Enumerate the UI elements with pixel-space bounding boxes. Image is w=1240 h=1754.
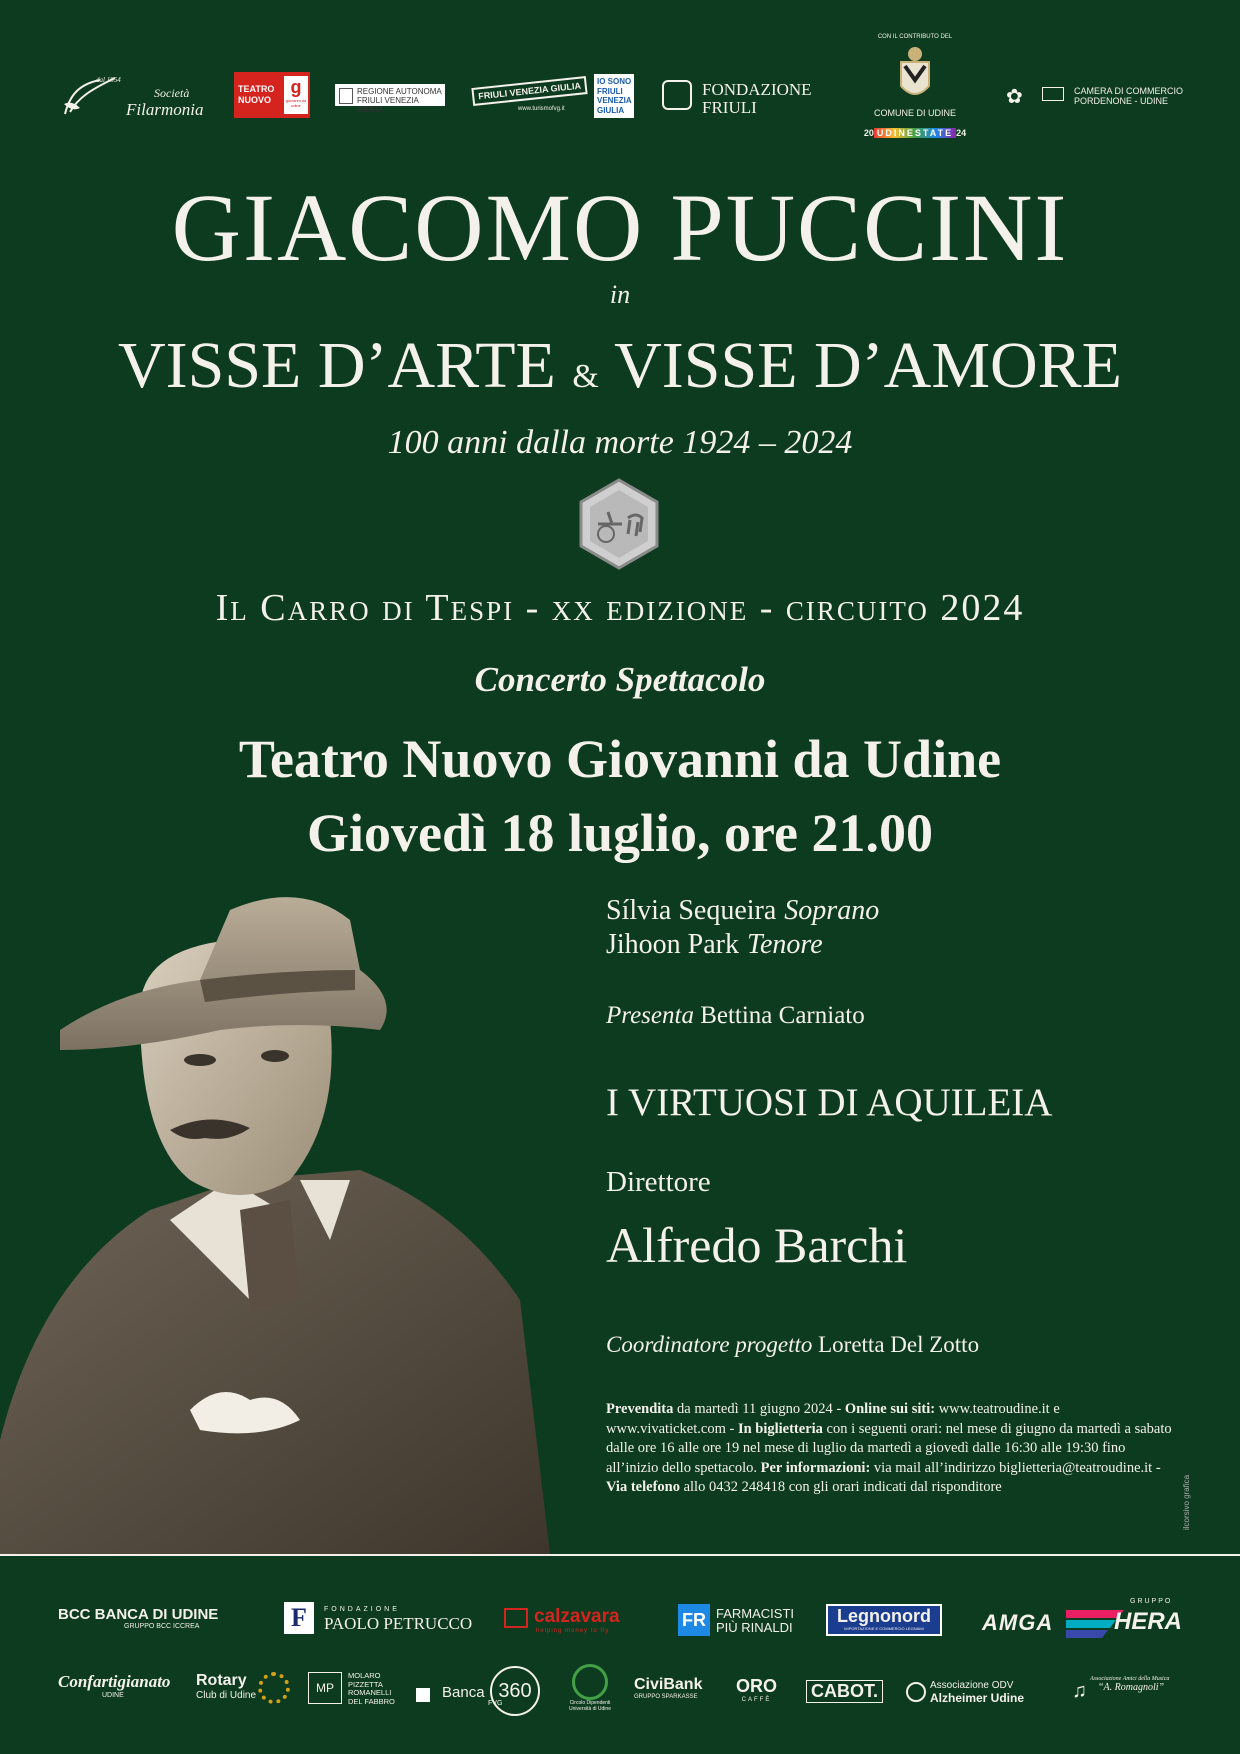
- cast-member: [606, 928, 879, 962]
- alzheimer-icon: [906, 1682, 926, 1702]
- sponsor-amga: [982, 1610, 1053, 1636]
- molaro-l3: ROMANELLI: [348, 1688, 392, 1697]
- filarmonia-small: dal 1954: [96, 76, 121, 84]
- venue: Teatro Nuovo Giovanni da Udine: [238, 729, 1002, 789]
- calzavara-icon: [504, 1608, 528, 1628]
- io-sono-l4: GIULIA: [597, 105, 625, 115]
- coordinator: [606, 1332, 979, 1358]
- title-in: in: [609, 280, 631, 309]
- banca360-sub: FVG: [488, 1700, 503, 1707]
- sponsor-oro: [736, 1676, 777, 1703]
- civibank-main: CiviBank: [634, 1676, 703, 1693]
- oro-main: ORO: [736, 1676, 778, 1696]
- hera-sub: GRUPPO: [1130, 1598, 1173, 1605]
- filarmonia-line1: Società: [154, 86, 190, 100]
- concerto-spettacolo: Concerto Spettacolo: [474, 660, 766, 699]
- presenter-name: Bettina Carniato: [700, 1002, 865, 1029]
- molaro-l1: MOLARO: [348, 1671, 381, 1680]
- info-bold-1: Prevendita: [606, 1401, 674, 1417]
- banca360-num: 360: [498, 1680, 532, 1702]
- sponsor-confartigianato: [58, 1672, 170, 1699]
- legnonord-sub: IMPORTAZIONE E COMMERCIO LEGNAMI: [844, 1626, 924, 1631]
- fvg-url: www.turismofvg.it: [518, 106, 565, 112]
- design-credit: ilcorsivo grafica: [1182, 1474, 1191, 1530]
- show-title-amp: &: [572, 358, 599, 395]
- coordinator-label: Coordinatore progetto: [606, 1332, 813, 1357]
- sponsor-circolo: [556, 1664, 624, 1712]
- fondazione-l1: FONDAZIONE: [702, 80, 812, 99]
- cast-role: Tenore: [747, 929, 823, 960]
- camera-l1: CAMERA DI COMMERCIO: [1074, 86, 1184, 96]
- circolo-l2: Università di Udine: [569, 1706, 611, 1712]
- info-text-3: con i seguenti orari: nel mese di giugno da martedì a sabato dalle ore 16 alle ore 19 nel mese di luglio da martedì a giovedì dalle 16:30 alle 19:30 fino all’inizio dello spettacolo.: [606, 1420, 1172, 1476]
- sponsor-civibank: [634, 1676, 702, 1700]
- coat-of-arms-icon: [893, 44, 937, 104]
- farmacisti-l2: PIÙ RINALDI: [716, 1620, 793, 1635]
- udinestate-year-left: 20: [863, 128, 874, 138]
- top-logos: [0, 34, 1240, 160]
- bcc-sub: GRUPPO BCC ICCREA: [124, 1623, 200, 1630]
- regione-emblem-icon: [339, 88, 353, 104]
- camera-building-icon: [1042, 87, 1064, 101]
- camera-l2: PORDENONE - UDINE: [1074, 96, 1169, 106]
- circolo-l1: Circolo Dipendenti: [569, 1700, 611, 1706]
- confartigianato-main: Confartigianato: [58, 1672, 171, 1691]
- info-text-4: via mail all’indirizzo biglietteria@teatroudine.it -: [870, 1459, 1161, 1476]
- cast-role: Soprano: [784, 895, 880, 926]
- alzheimer-l1: Associazione ODV: [930, 1680, 1014, 1691]
- legnonord-box: [826, 1604, 942, 1636]
- regione-line2: FRIULI VENEZIA GIULIA: [357, 96, 419, 114]
- director-name: Alfredo Barchi: [606, 1217, 908, 1273]
- farmacisti-l1: FARMACISTI: [716, 1606, 795, 1621]
- logo-teatro-nuovo: [234, 72, 310, 118]
- io-sono-l2: FRIULI: [597, 86, 623, 96]
- sponsor-rotary: [196, 1672, 256, 1701]
- romagnoli-l1: Associazione Amici della Musica: [1090, 1676, 1170, 1682]
- cast-list: [606, 894, 879, 962]
- legnonord-main: Legnonord: [837, 1606, 931, 1626]
- info-bold-5: Via telefono: [606, 1479, 680, 1495]
- molaro-l2: PIZZETTA: [348, 1679, 383, 1689]
- cabot-main: CABOT.: [806, 1680, 883, 1703]
- cast-member: [606, 894, 879, 928]
- banca360-main: Banca: [442, 1684, 485, 1701]
- presenter: [606, 1002, 865, 1030]
- show-title-part2: VISSE D’AMORE: [614, 329, 1122, 402]
- footer-divider: [0, 1554, 1240, 1556]
- logo-regione: [335, 84, 445, 114]
- fondazione-icon: [662, 80, 692, 110]
- petrucco-main: PAOLO PETRUCCO: [324, 1614, 473, 1633]
- rotary-main: Rotary: [196, 1672, 247, 1689]
- carro-di-tespi: Il Carro di Tespi - xx edizione - circuito 2024: [215, 587, 1025, 629]
- teatro-sub: giovanni da udine: [285, 98, 307, 108]
- sponsor-romagnoli: [1072, 1676, 1170, 1702]
- io-sono-l3: VENEZIA: [597, 96, 632, 105]
- teatro-g-box: g giovanni da udine: [284, 76, 308, 114]
- bcc-main: BCC BANCA DI UDINE: [58, 1606, 219, 1623]
- event-date: Giovedì 18 luglio, ore 21.00: [306, 803, 933, 863]
- teatro-line1: TEATRO: [238, 84, 275, 94]
- logo-fondazione-friuli: [662, 74, 822, 118]
- logo-comune-udine: [840, 34, 990, 164]
- banca360-square-icon: [416, 1688, 430, 1702]
- sponsor-cabot: [806, 1680, 883, 1703]
- info-bold-4: Per informazioni:: [760, 1459, 871, 1476]
- teatro-line2: NUOVO: [238, 95, 272, 105]
- fvg-text: FRIULI VENEZIA GIULIA: [471, 76, 587, 106]
- calzavara-main: calzavara: [534, 1606, 620, 1627]
- udinestate-text: UDINESTATE: [874, 128, 956, 138]
- ensemble-name: I VIRTUOSI DI AQUILEIA: [606, 1081, 1053, 1124]
- info-text-5: allo 0432 248418 con gli orari indicati dal risponditore: [679, 1479, 1002, 1495]
- comune-name: COMUNE DI UDINE: [873, 108, 956, 118]
- banca360-circle: [490, 1666, 540, 1716]
- cast-name: Jihoon Park: [606, 929, 739, 960]
- presenter-label: Presenta: [606, 1002, 694, 1029]
- info-bold-2: Online sui siti:: [844, 1401, 936, 1417]
- ticket-info: [606, 1400, 1176, 1498]
- hera-main: HERA: [1114, 1608, 1183, 1635]
- oro-sub: CAFFÈ: [741, 1697, 772, 1703]
- circolo-logo-icon: [572, 1664, 608, 1700]
- logo-filarmonia: [60, 74, 210, 124]
- filarmonia-line2: Filarmonia: [126, 100, 204, 119]
- thespis-cart-emblem: [578, 478, 660, 570]
- info-bold-3: In biglietteria: [737, 1420, 823, 1437]
- logo-fvg: [472, 74, 582, 116]
- calzavara-sub: helping money to fly: [536, 1628, 610, 1634]
- sponsor-bcc: [58, 1606, 218, 1630]
- sponsor-legnonord: [826, 1604, 942, 1636]
- confartigianato-sub: UDINE: [102, 1692, 124, 1699]
- petrucco-sub: FONDAZIONE: [324, 1606, 400, 1613]
- fondazione-l2: FRIULI: [702, 98, 757, 117]
- camera-icon: ✿: [1006, 86, 1023, 108]
- molaro-l4: DEL FABBRO: [348, 1696, 395, 1706]
- romagnoli-l2: “A. Romagnoli”: [1098, 1682, 1165, 1693]
- coordinator-name: Loretta Del Zotto: [818, 1332, 980, 1357]
- amga-main: AMGA: [982, 1610, 1054, 1635]
- logo-io-sono: [594, 74, 634, 118]
- io-sono-l1: IO SONO: [597, 77, 632, 86]
- farmacisti-icon: FR: [678, 1604, 710, 1636]
- info-text-2: www.teatroudine.it e www.vivaticket.com -: [606, 1401, 1060, 1437]
- molaro-icon: MP: [308, 1672, 342, 1704]
- rotary-sub: Club di Udine: [196, 1690, 257, 1701]
- alzheimer-l2: Alzheimer Udine: [930, 1691, 1025, 1705]
- rotary-wheel-icon: [258, 1672, 290, 1704]
- cast-name: Sílvia Sequeira: [606, 895, 777, 926]
- info-text-1: da martedì 11 giugno 2024 -: [673, 1401, 845, 1417]
- civibank-sub: GRUPPO SPARKASSE: [634, 1694, 698, 1700]
- logo-camera-commercio: [1006, 82, 1186, 112]
- regione-line1: REGIONE AUTONOMA: [357, 87, 442, 96]
- composer-title: GIACOMO PUCCINI: [171, 174, 1069, 281]
- show-title: [0, 330, 1240, 413]
- petrucco-f-icon: F: [284, 1602, 314, 1634]
- puccini-portrait: [0, 880, 560, 1554]
- show-title-part1: VISSE D’ARTE: [118, 329, 556, 402]
- anniversary-years: 100 anni dalla morte 1924 – 2024: [387, 424, 853, 461]
- romagnoli-icon: ♫: [1072, 1680, 1087, 1702]
- udinestate-banner: [840, 128, 990, 138]
- udinestate-year-right: 24: [956, 128, 967, 138]
- molaro-lines: [348, 1672, 395, 1706]
- comune-top: CON IL CONTRIBUTO DEL: [877, 34, 953, 40]
- director-label: Direttore: [606, 1166, 711, 1198]
- sponsor-alzheimer: [906, 1680, 1024, 1705]
